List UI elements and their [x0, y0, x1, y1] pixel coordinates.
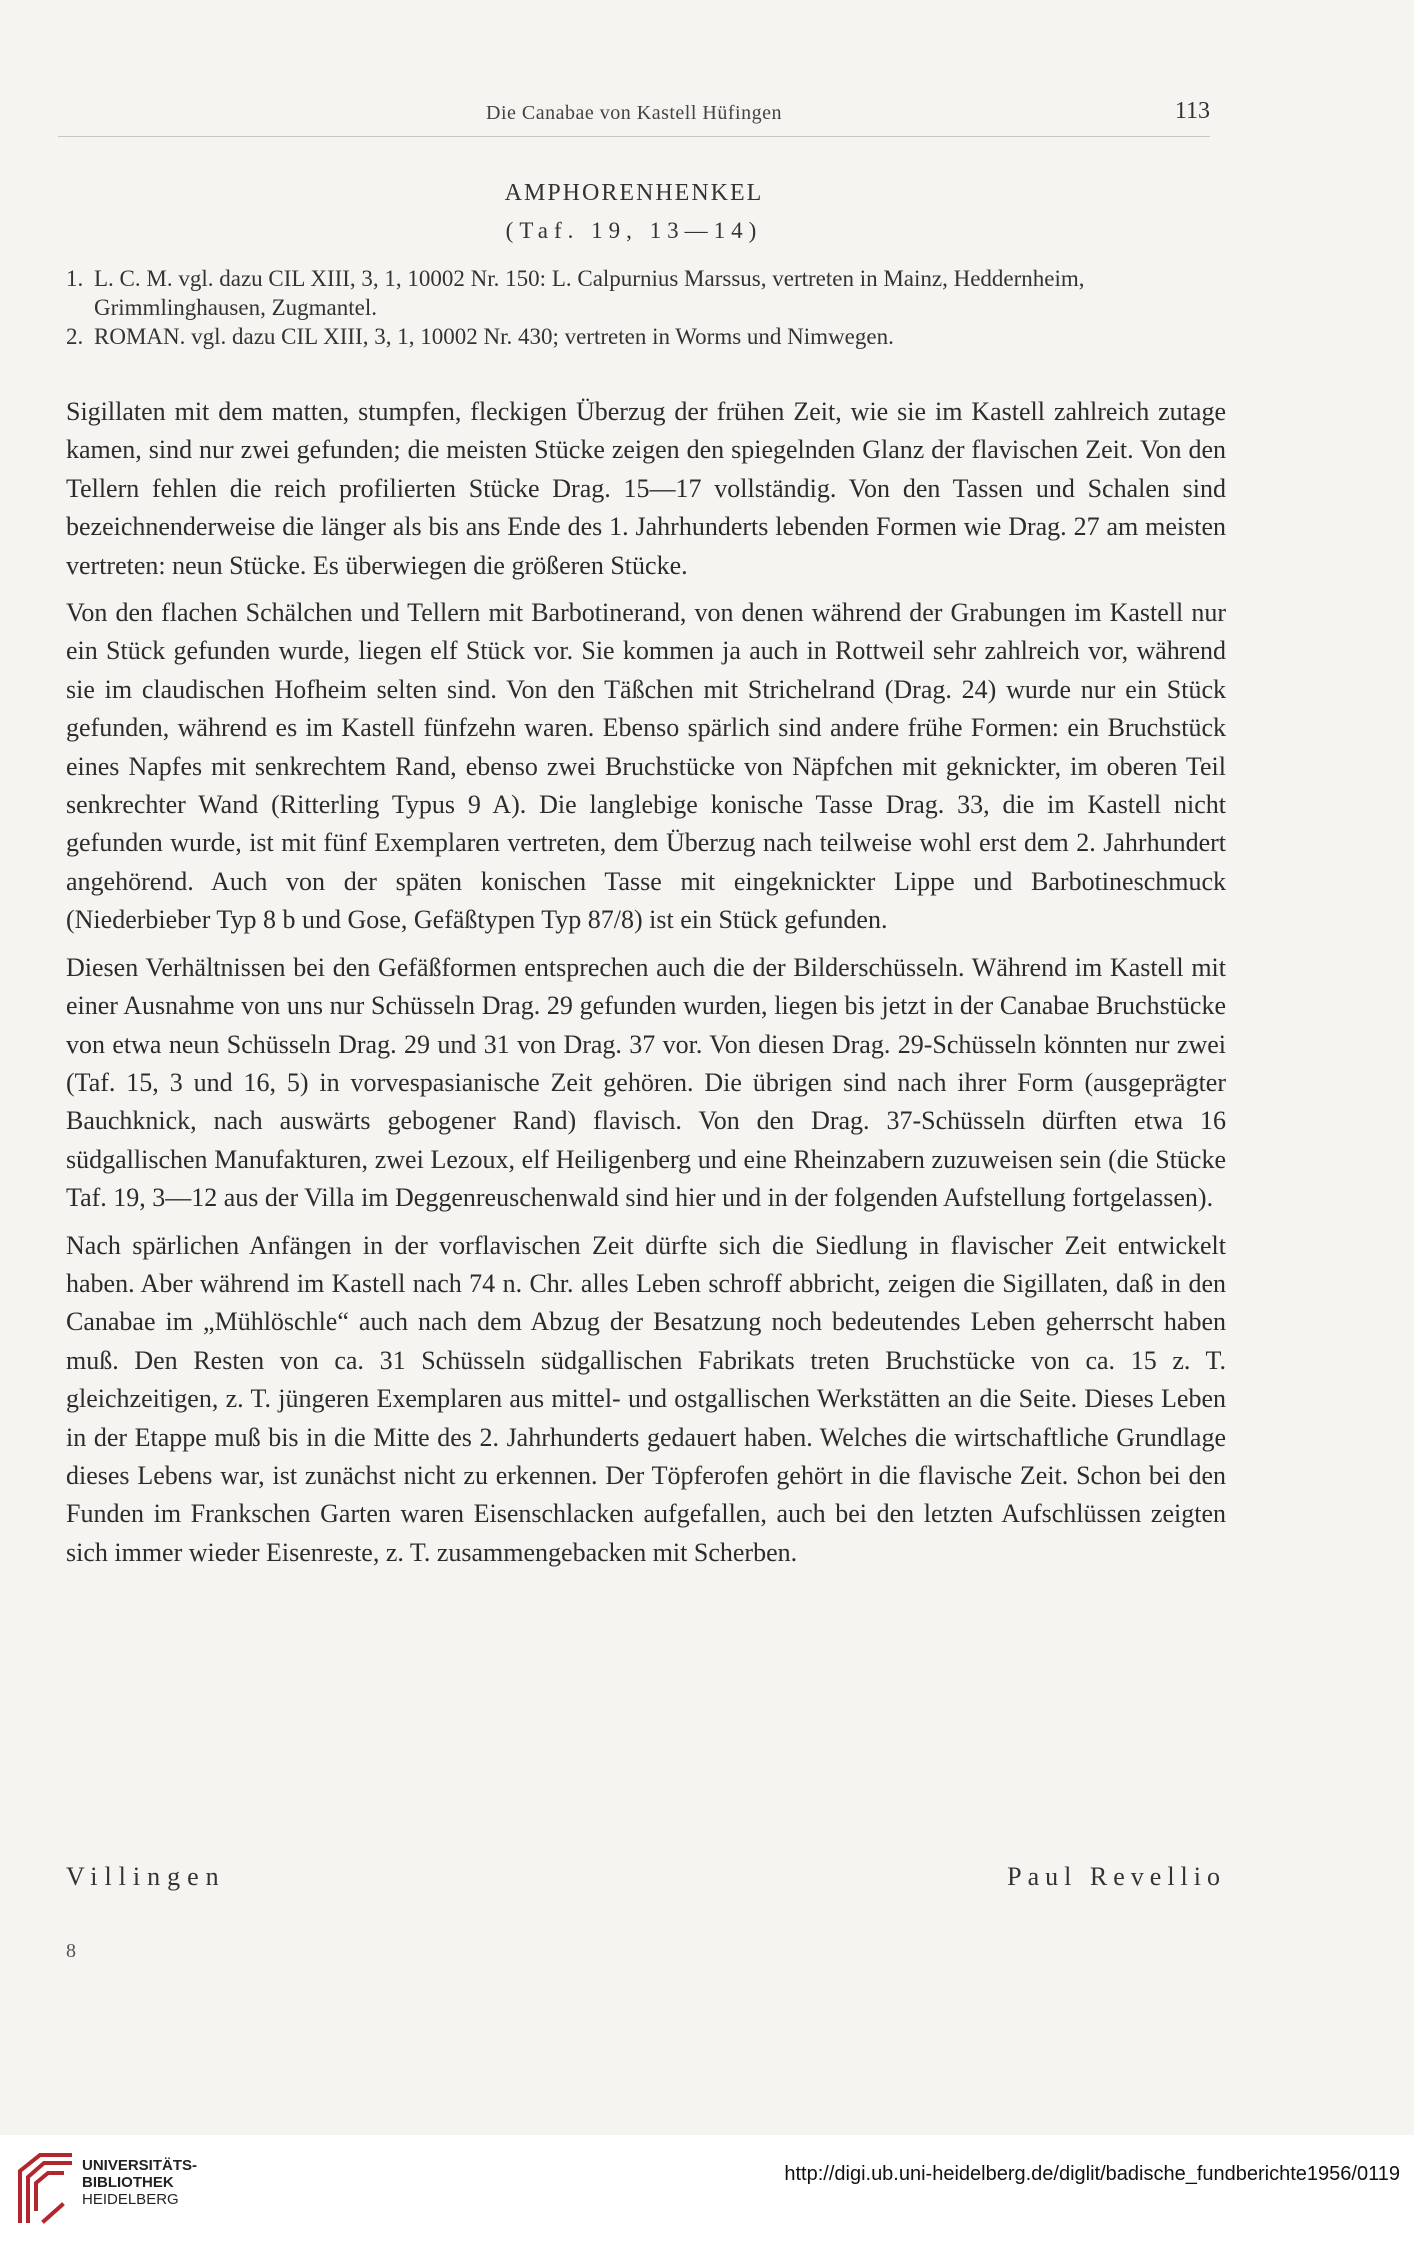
reference-list — [66, 264, 1226, 351]
section-subtitle: (Taf. 19, 13—14) — [505, 218, 763, 243]
signature-author: Paul Revellio — [1007, 1862, 1226, 1891]
library-name-line: UNIVERSITÄTS- — [82, 2157, 198, 2174]
paragraph: Sigillaten mit dem matten, stumpfen, fleckigen Überzug der frühen Zeit, wie sie im Kastell zahlreich zutage kamen, sind nur zwei gefunden; die meisten Stücke zeigen den spiegelnden Glanz der flavischen Zeit. Von den Tellern fehlen die reich profilierten Stücke Drag. 15—17 vollständig. Von den Tassen und Schalen sind bezeichnenderweise die länger als bis ans Ende des 1. Jahrhunderts lebenden Formen wie Drag. 27 am meisten vertreten: neun Stücke. Es überwiegen die größeren Stücke. — [66, 397, 1226, 580]
printer-signature-mark: 8 — [66, 1940, 76, 1962]
body-text — [66, 393, 1226, 1581]
section-title: AMPHORENHENKEL — [504, 180, 764, 206]
library-name-line: BIBLIOTHEK — [82, 2174, 174, 2191]
paragraph: Nach spärlichen Anfängen in der vorflavischen Zeit dürfte sich die Siedlung in flavischer Zeit entwickelt haben. Aber während im Kastell nach 74 n. Chr. alles Leben schroff abbricht, zeigen die Sigillaten, daß in den Canabae im „Mühlöschle“ auch nach dem Abzug der Besatzung noch bedeutendes Leben geherrscht haben muß. Den Resten von ca. 31 Schüsseln südgallischen Fabrikats treten Bruchstücke von ca. 15 z. T. gleichzeitigen, z. T. jüngeren Exemplaren aus mittel- und ostgallischen Werkstätten an die Seite. Dieses Leben in der Etappe muß bis in die Mitte des 2. Jahrhunderts gedauert haben. Welches die wirtschaftliche Grundlage dieses Lebens war, ist zunächst nicht zu erkennen. Der Töpferofen gehört in die flavische Zeit. Schon bei den Funden im Frankschen Garten waren Eisenschlacken aufgefallen, auch bei den letzten Aufschlüssen zeigten sich immer wieder Eisenreste, z. T. zusammengebacken mit Scherben. — [66, 1230, 1226, 1567]
ub-heidelberg-logo-icon — [14, 2149, 76, 2227]
signature-line — [66, 1862, 1226, 1898]
running-header — [58, 96, 1210, 137]
reference-item — [66, 264, 1226, 322]
running-title: Die Canabae von Kastell Hüfingen — [486, 102, 782, 124]
library-name — [82, 2157, 197, 2208]
page-number: 113 — [1174, 98, 1210, 124]
digitization-footer — [0, 2135, 1414, 2242]
reference-number: 2. — [66, 324, 84, 349]
library-name-line: HEIDELBERG — [82, 2191, 179, 2208]
paragraph: Diesen Verhältnissen bei den Gefäßformen entsprechen auch die der Bilderschüsseln. Während im Kastell mit einer Ausnahme von uns nur Schüsseln Drag. 29 gefunden wurden, liegen bis jetzt in der Canabae Bruchstücke von etwa neun Schüsseln Drag. 29 und 31 von Drag. 37 vor. Von diesen Drag. 29-Schüsseln könnten nur zwei (Taf. 15, 3 und 16, 5) in vorvespasianische Zeit gehören. Die übrigen sind nach ihrer Form (ausgeprägter Bauchknick, nach auswärts gebogener Rand) flavisch. Von den Drag. 37-Schüsseln dürften etwa 16 südgallischen Manufakturen, zwei Lezoux, elf Heiligenberg und eine Rheinzabern zuzuweisen sein (die Stücke Taf. 19, 3—12 aus der Villa im Deggenreuschenwald sind hier und in der folgenden Aufstellung fortgelassen). — [66, 952, 1226, 1213]
signature-place: Villingen — [66, 1862, 226, 1891]
reference-item — [66, 322, 1226, 351]
paragraph: Von den flachen Schälchen und Tellern mit Barbotinerand, von denen während der Grabungen im Kastell nur ein Stück gefunden wurde, liegen elf Stück vor. Sie kommen ja auch in Rottweil sehr zahlreich vor, während sie im claudischen Hofheim selten sind. Von den Täßchen mit Strichelrand (Drag. 24) wurde nur ein Stück gefunden, während es im Kastell fünfzehn waren. Ebenso spärlich sind andere frühe Formen: ein Bruchstück eines Napfes mit senkrechtem Rand, ebenso zwei Bruchstücke von Näpfchen mit geknickter, im oberen Teil senkrechter Wand (Ritterling Typus 9 A). Die langlebige konische Tasse Drag. 33, die im Kastell nicht gefunden wurde, ist mit fünf Exemplaren vertreten, dem Überzug nach teilweise wohl erst dem 2. Jahrhundert angehörend. Auch von der späten konischen Tasse mit eingeknickter Lippe und Barbotineschmuck (Niederbieber Typ 8 b und Gose, Gefäßtypen Typ 87/8) ist ein Stück gefunden. — [66, 598, 1226, 935]
reference-number: 1. — [66, 266, 84, 291]
reference-text: L. C. M. vgl. dazu CIL XIII, 3, 1, 10002 Nr. 150: L. Calpurnius Marssus, vertreten in Mainz, Heddernheim, Grimmlinghausen, Zugmantel. — [94, 266, 1085, 320]
reference-text: ROMAN. vgl. dazu CIL XIII, 3, 1, 10002 Nr. 430; vertreten in Worms und Nimwegen. — [94, 324, 894, 349]
source-url-link[interactable]: http://digi.ub.uni-heidelberg.de/diglit/badische_fundberichte1956/0119 — [784, 2163, 1400, 2185]
